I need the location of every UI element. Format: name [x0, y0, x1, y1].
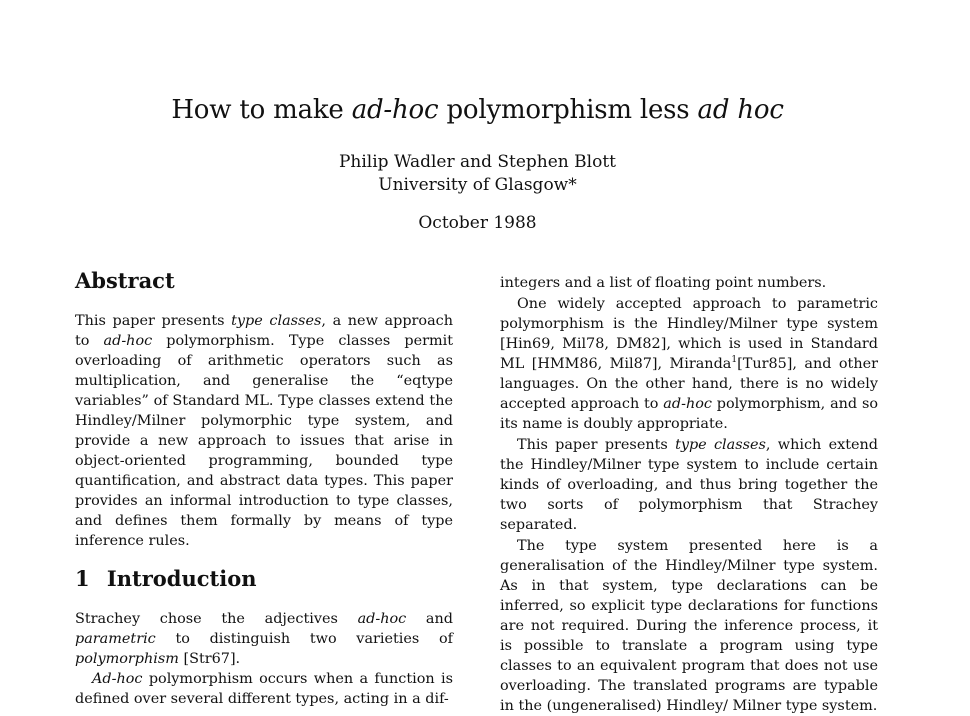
intro-p2-emphasis-1: Ad-hoc — [92, 671, 143, 687]
right-p2-emphasis-1: type classes — [675, 437, 766, 453]
intro-paragraph-1 — [75, 609, 453, 669]
right-paragraph-0: integers and a list of floating point numbers. — [500, 275, 827, 291]
right-p2-text-2: , which extend the Hindley/Milner type system to include certain kinds of overloading, and thus bring together the two sorts of polymorphism that Strachey separated. — [500, 437, 878, 533]
intro-p1-emphasis-2: parametric — [75, 631, 156, 647]
abstract-emphasis-1: type classes — [231, 313, 322, 329]
abstract-paragraph — [75, 311, 453, 551]
intro-p2-text-1: polymorphism occurs when a function is defined over several different types, acting in a dif- — [75, 671, 453, 707]
abstract-heading: Abstract — [75, 268, 175, 293]
right-paragraph-2 — [500, 435, 878, 535]
author-names: Philip Wadler and Stephen Blott — [338, 152, 616, 172]
intro-p1-emphasis-3: polymorphism — [75, 651, 179, 667]
right-p2-text-1: This paper presents — [517, 437, 676, 453]
introduction-body — [75, 609, 453, 709]
abstract-text-1: This paper presents — [75, 313, 232, 329]
abstract-emphasis-2: ad-hoc — [103, 333, 153, 349]
right-column — [500, 273, 878, 716]
abstract-text-3: polymorphism. Type classes permit overloading of arithmetic operators such as multiplication, and generalise the “eqtype variables” of Standard ML. Type classes extend the Hindley/Milner polymorphic type system, and provide a new approach to issues that arise in object-oriented programming, bounded type quantification, and abstract data types. This paper provides an informal introduction to type classes, and defines them formally by means of type inference rules. — [75, 333, 453, 549]
intro-p1-text-2: and — [406, 611, 453, 627]
right-paragraph-1 — [500, 294, 878, 434]
right-paragraph-3: The type system presented here is a generalisation of the Hindley/Milner type system. As in that system, type declarations can be inferred, so explicit type declarations for functions are not required. During the inference process, it is possible to translate a program using type classes to an equivalent program that does not use overloading. The translated programs are typable in the (ungeneralised) Hindley/ Milner type system. — [500, 538, 878, 714]
abstract-text-2: , a new approach to — [75, 313, 453, 349]
right-p1-text-1: One widely accepted approach to parametric polymorphism is the Hindley/Milner type system [Hin69, Mil78, DM82], which is used in Standard ML [HMM86, Mil87], Miranda — [500, 296, 878, 372]
intro-p1-emphasis-1: ad-hoc — [357, 611, 407, 627]
right-p1-text-2: [Tur85], and other languages. On the other hand, there is no widely accepted approach to — [500, 356, 878, 412]
abstract-body — [75, 311, 453, 551]
footnote-marker: 1 — [731, 355, 738, 365]
right-p1-text-3: polymorphism, and so its name is doubly appropriate. — [500, 396, 878, 432]
paper-title — [0, 92, 955, 128]
title-text-2: polymorphism less — [438, 95, 698, 125]
title-emphasis-1: ad-hoc — [351, 95, 439, 125]
author-affiliation: University of Glasgow* — [378, 175, 577, 195]
right-p1-emphasis-1: ad-hoc — [663, 396, 712, 412]
title-emphasis-2: ad hoc — [697, 95, 784, 125]
introduction-heading: 1 Introduction — [75, 566, 257, 591]
intro-p1-text-4: [Str67]. — [178, 651, 241, 667]
intro-p1-text-3: to distinguish two varieties of — [155, 631, 453, 647]
intro-p1-text-1: Strachey chose the adjectives — [75, 611, 358, 627]
author-block — [0, 151, 955, 197]
paper-date: October 1988 — [418, 213, 537, 233]
title-text-1: How to make — [171, 95, 352, 125]
intro-paragraph-2 — [75, 669, 453, 709]
